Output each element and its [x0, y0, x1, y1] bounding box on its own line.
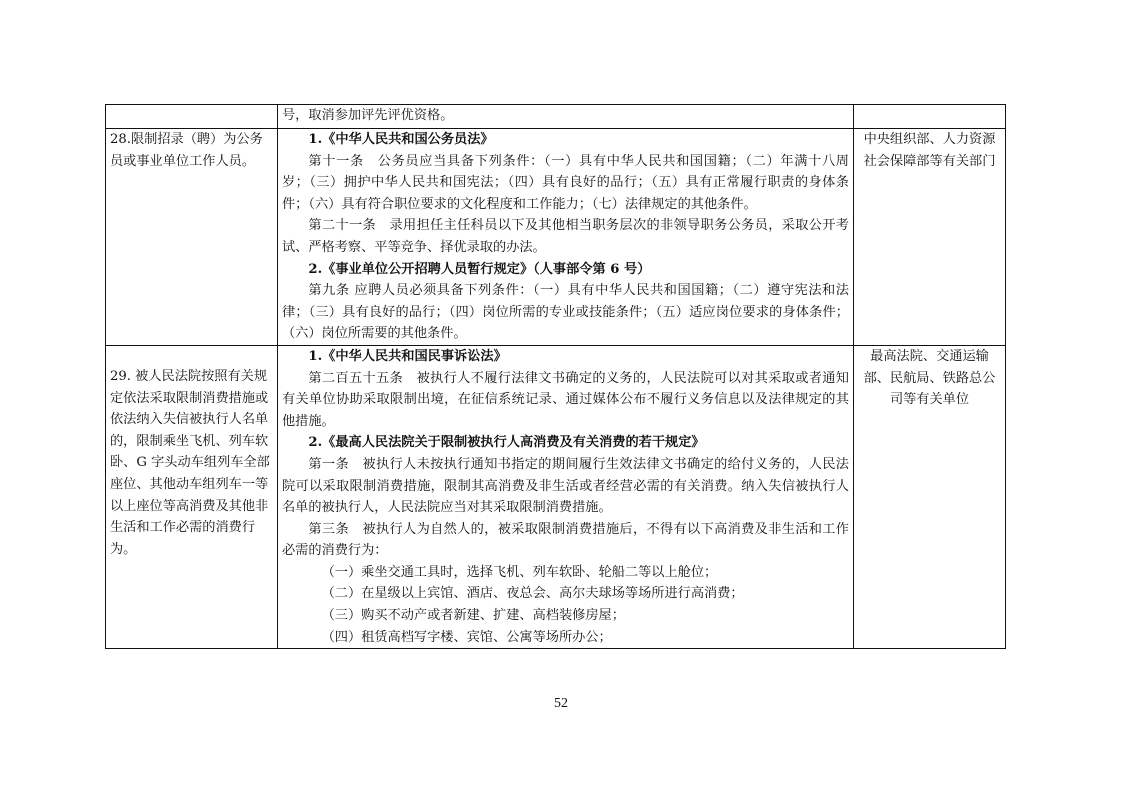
- departments-cell: 最高法院、交通运输部、民航局、铁路总公司等有关单位: [854, 345, 1006, 648]
- table-row: [106, 129, 1006, 346]
- table-row: [106, 105, 1006, 129]
- provision-paragraph: 第九条 应聘人员必须具备下列条件：（一）具有中华人民共和国国籍；（二）遵守宪法和法律；（三）具有良好的品行；（四）岗位所需的专业或技能条件；（五）适应岗位要求的身体条件；（六）岗位所需要的其他条件。: [282, 283, 849, 342]
- departments-cell: 中央组织部、人力资源社会保障部等有关部门: [854, 129, 1006, 346]
- provision-list-item: （一）乘坐交通工具时，选择飞机、列车软卧、轮船二等以上舱位；: [321, 564, 718, 580]
- departments-cell: [854, 105, 1006, 129]
- provision-list-item: （四）租赁高档写字楼、宾馆、公寓等场所办公；: [321, 629, 612, 645]
- provision-paragraph: 第二十一条 录用担任主任科员以下及其他相当职务层次的非领导职务公务员，采取公开考试、严格考察、平等竞争、择优录取的办法。: [282, 218, 849, 255]
- table-row: [106, 345, 1006, 648]
- law-title: 2.《事业单位公开招聘人员暂行规定》（人事部令第 6 号）: [308, 261, 651, 277]
- provision-list-item: （三）购买不动产或者新建、扩建、高档装修房屋；: [321, 608, 625, 624]
- provision-paragraph: 第十一条 公务员应当具备下列条件：（一）具有中华人民共和国国籍；（二）年满十八周岁；（三）拥护中华人民共和国宪法；（四）具有良好的品行；（五）具有正常履行职责的身体条件；（六）具有符合职位要求的文化程度和工作能力；（七）法律规定的其他条件。: [282, 153, 849, 212]
- provision-text: 号，取消参加评先评优资格。: [282, 108, 454, 123]
- law-title: 1.《中华人民共和国民事诉讼法》: [308, 348, 507, 364]
- category-cell: 29. 被人民法院按照有关规定依法采取限制消费措施或依法纳入失信被执行人名单的，限制乘坐飞机、列车软卧、G 字头动车组列车全部座位、其他动车组列车一等以上座位等高消费及其他非生活和工作必需的消费行为。: [106, 345, 278, 648]
- provision-paragraph: 第三条 被执行人为自然人的，被采取限制消费措施后，不得有以下高消费及非生活和工作必需的消费行为：: [282, 521, 849, 559]
- provisions-cell: [278, 105, 854, 129]
- category-cell: [106, 105, 278, 129]
- provision-paragraph: 第一条 被执行人未按执行通知书指定的期间履行生效法律文书确定的给付义务的，人民法院可以采取限制消费措施，限制其高消费及非生活或者经营必需的有关消费。纳入失信被执行人名单的被执行人，人民法院应当对其采取限制消费措施。: [282, 456, 849, 516]
- law-title: 1.《中华人民共和国公务员法》: [308, 132, 494, 147]
- law-title: 2.《最高人民法院关于限制被执行人高消费及有关消费的若干规定》: [308, 435, 705, 451]
- category-cell: 28.限制招录（聘）为公务员或事业单位工作人员。: [106, 129, 278, 346]
- provisions-cell: [278, 129, 854, 346]
- provision-paragraph: 第二百五十五条 被执行人不履行法律文书确定的义务的，人民法院可以对其采取或者通知有关单位协助采取限制出境，在征信系统记录、通过媒体公布不履行义务信息以及法律规定的其他措施。: [282, 370, 849, 429]
- measures-table: [105, 104, 1006, 649]
- page-number: 52: [554, 696, 568, 711]
- provision-list-item: （二）在星级以上宾馆、酒店、夜总会、高尔夫球场等场所进行高消费；: [321, 586, 744, 602]
- provisions-cell: [278, 345, 854, 648]
